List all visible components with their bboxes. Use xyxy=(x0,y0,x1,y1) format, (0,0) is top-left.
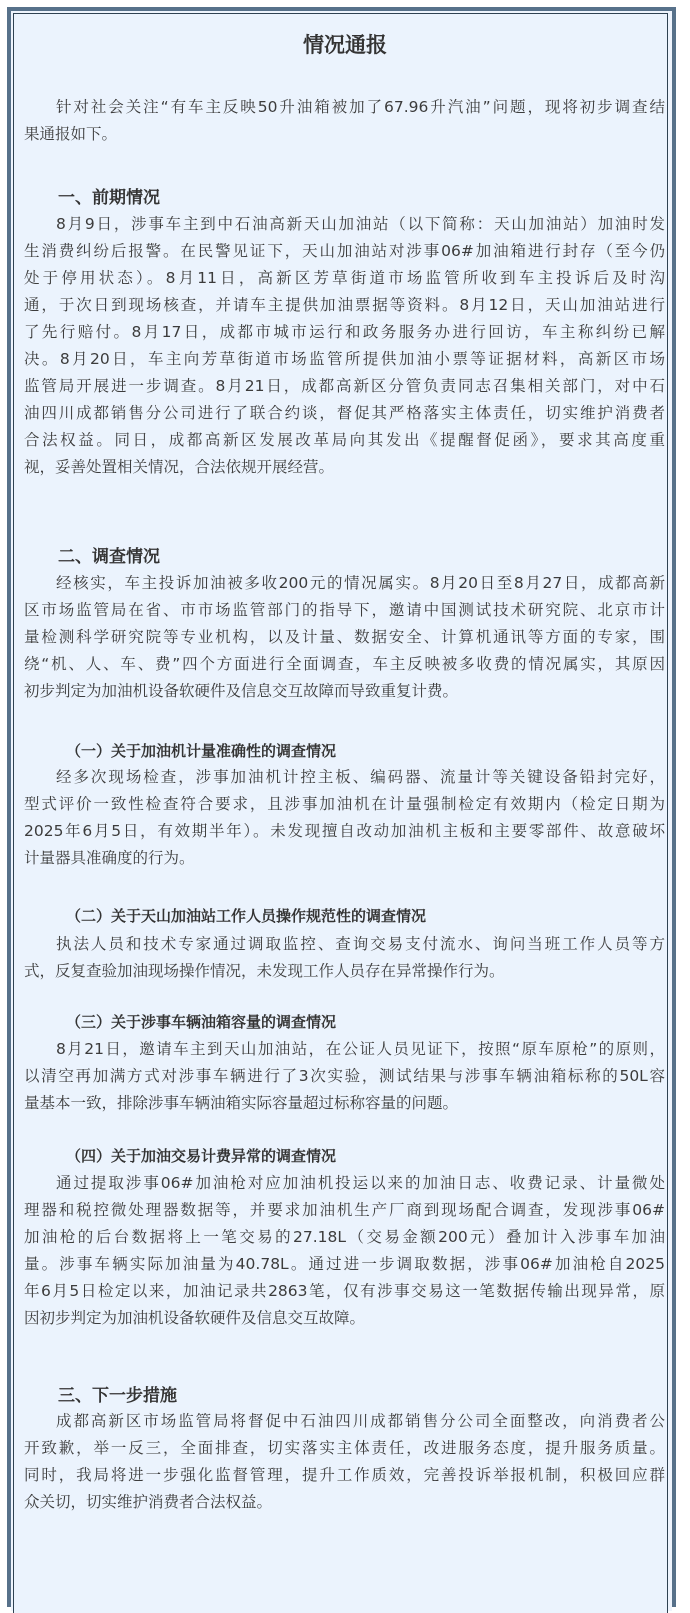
body-line: 型式评价一致性检查符合要求，且涉事加油机在计量强制检定有效期内（检定日期为 xyxy=(24,795,665,813)
body-line: 监管局开展进一步调查。8月21日，成都高新区分管负责同志召集相关部门，对中石 xyxy=(24,377,665,395)
section-heading-3: 三、下一步措施 xyxy=(58,1386,177,1406)
subsection-heading-1: （一）关于加油机计量准确性的调查情况 xyxy=(66,742,337,760)
intro-line: 果通报如下。 xyxy=(24,125,118,143)
body-line: 式，反复查验加油现场操作情况，未发现工作人员存在异常操作行为。 xyxy=(24,962,505,980)
body-line: 通，于次日到现场核查，并请车主提供加油票据等资料。8月12日，天山加油站进行 xyxy=(24,296,665,314)
body-line: 因初步判定为加油机设备软硬件及信息交互故障。 xyxy=(24,1309,366,1327)
body-line: 8月21日，邀请车主到天山加油站，在公证人员见证下，按照“原车原枪”的原则， xyxy=(56,1040,665,1058)
body-line: 绕“机、人、车、费”四个方面进行全面调查，车主反映被多收费的情况属实，其原因 xyxy=(24,655,665,673)
body-line: 以清空再加满方式对涉事车辆进行了3次实验，测试结果与涉事车辆油箱标称的50L容 xyxy=(24,1067,665,1085)
body-line: 初步判定为加油机设备软硬件及信息交互故障而导致重复计费。 xyxy=(24,682,459,700)
body-line: 8月9日，涉事车主到中石油高新天山加油站（以下简称：天山加油站）加油时发 xyxy=(56,215,665,233)
body-line: 执法人员和技术专家通过调取监控、查询交易支付流水、询问当班工作人员等方 xyxy=(56,935,665,953)
body-line: 众关切，切实维护消费者合法权益。 xyxy=(24,1493,273,1511)
body-line: 开致歉，举一反三，全面排查，切实落实主体责任，改进服务态度，提升服务质量。 xyxy=(24,1439,665,1457)
body-line: 经核实，车主投诉加油被多收200元的情况属实。8月20日至8月27日，成都高新 xyxy=(56,574,665,592)
intro-line: 针对社会关注“有车主反映50升油箱被加了67.96升汽油”问题，现将初步调查结 xyxy=(56,98,665,116)
subsection-heading-4: （四）关于加油交易计费异常的调查情况 xyxy=(66,1147,337,1165)
body-line: 合法权益。同日，成都高新区发展改革局向其发出《提醒督促函》，要求其高度重 xyxy=(24,431,665,449)
body-line: 区市场监管局在省、市市场监管部门的指导下，邀请中国测试技术研究院、北京市计 xyxy=(24,601,665,619)
body-line: 量基本一致，排除涉事车辆油箱实际容量超过标称容量的问题。 xyxy=(24,1094,459,1112)
body-line: 生消费纠纷后报警。在民警见证下，天山加油站对涉事06#加油箱进行封存（至今仍 xyxy=(24,242,665,260)
body-line: 量。涉事车辆实际加油量为40.78L。通过进一步调取数据，涉事06#加油枪自2025 xyxy=(24,1255,665,1273)
section-heading-1: 一、前期情况 xyxy=(58,188,160,208)
body-line: 了先行赔付。8月17日，成都市城市运行和政务服务办进行回访，车主称纠纷已解 xyxy=(24,323,665,341)
body-line: 油四川成都销售分公司进行了联合约谈，督促其严格落实主体责任，切实维护消费者 xyxy=(24,404,665,422)
document-title: 情况通报 xyxy=(303,33,387,57)
body-line: 2025年6月5日，有效期半年）。未发现擅自改动加油机主板和主要零部件、故意破坏 xyxy=(24,822,665,840)
body-line: 视，妥善处置相关情况，合法依规开展经营。 xyxy=(24,458,335,476)
body-line: 理器和税控微处理器数据等，并要求加油机生产厂商到现场配合调查，发现涉事06# xyxy=(24,1201,665,1219)
body-line: 量检测科学研究院等专业机构，以及计量、数据安全、计算机通讯等方面的专家，围 xyxy=(24,628,665,646)
body-line: 同时，我局将进一步强化监督管理，提升工作质效，完善投诉举报机制，积极回应群 xyxy=(24,1466,665,1484)
section-heading-2: 二、调查情况 xyxy=(58,547,160,567)
body-line: 经多次现场检查，涉事加油机计控主板、编码器、流量计等关键设备铅封完好， xyxy=(56,768,665,786)
body-line: 年6月5日检定以来，加油记录共2863笔，仅有涉事交易这一笔数据传输出现异常，原 xyxy=(24,1282,665,1300)
subsection-heading-3: （三）关于涉事车辆油箱容量的调查情况 xyxy=(66,1013,337,1031)
body-line: 处于停用状态）。8月11日，高新区芳草街道市场监管所收到车主投诉后及时沟 xyxy=(24,269,665,287)
body-line: 成都高新区市场监管局将督促中石油四川成都销售分公司全面整改，向消费者公 xyxy=(56,1412,665,1430)
body-line: 加油枪的后台数据将上一笔交易的27.18L（交易金额200元）叠加计入涉事车加油 xyxy=(24,1228,665,1246)
body-line: 计量器具准确度的行为。 xyxy=(24,849,195,867)
subsection-heading-2: （二）关于天山加油站工作人员操作规范性的调查情况 xyxy=(66,907,427,925)
body-line: 通过提取涉事06#加油枪对应加油机投运以来的加油日志、收费记录、计量微处 xyxy=(56,1174,665,1192)
body-line: 决。8月20日，车主向芳草街道市场监管所提供加油小票等证据材料，高新区市场 xyxy=(24,350,665,368)
